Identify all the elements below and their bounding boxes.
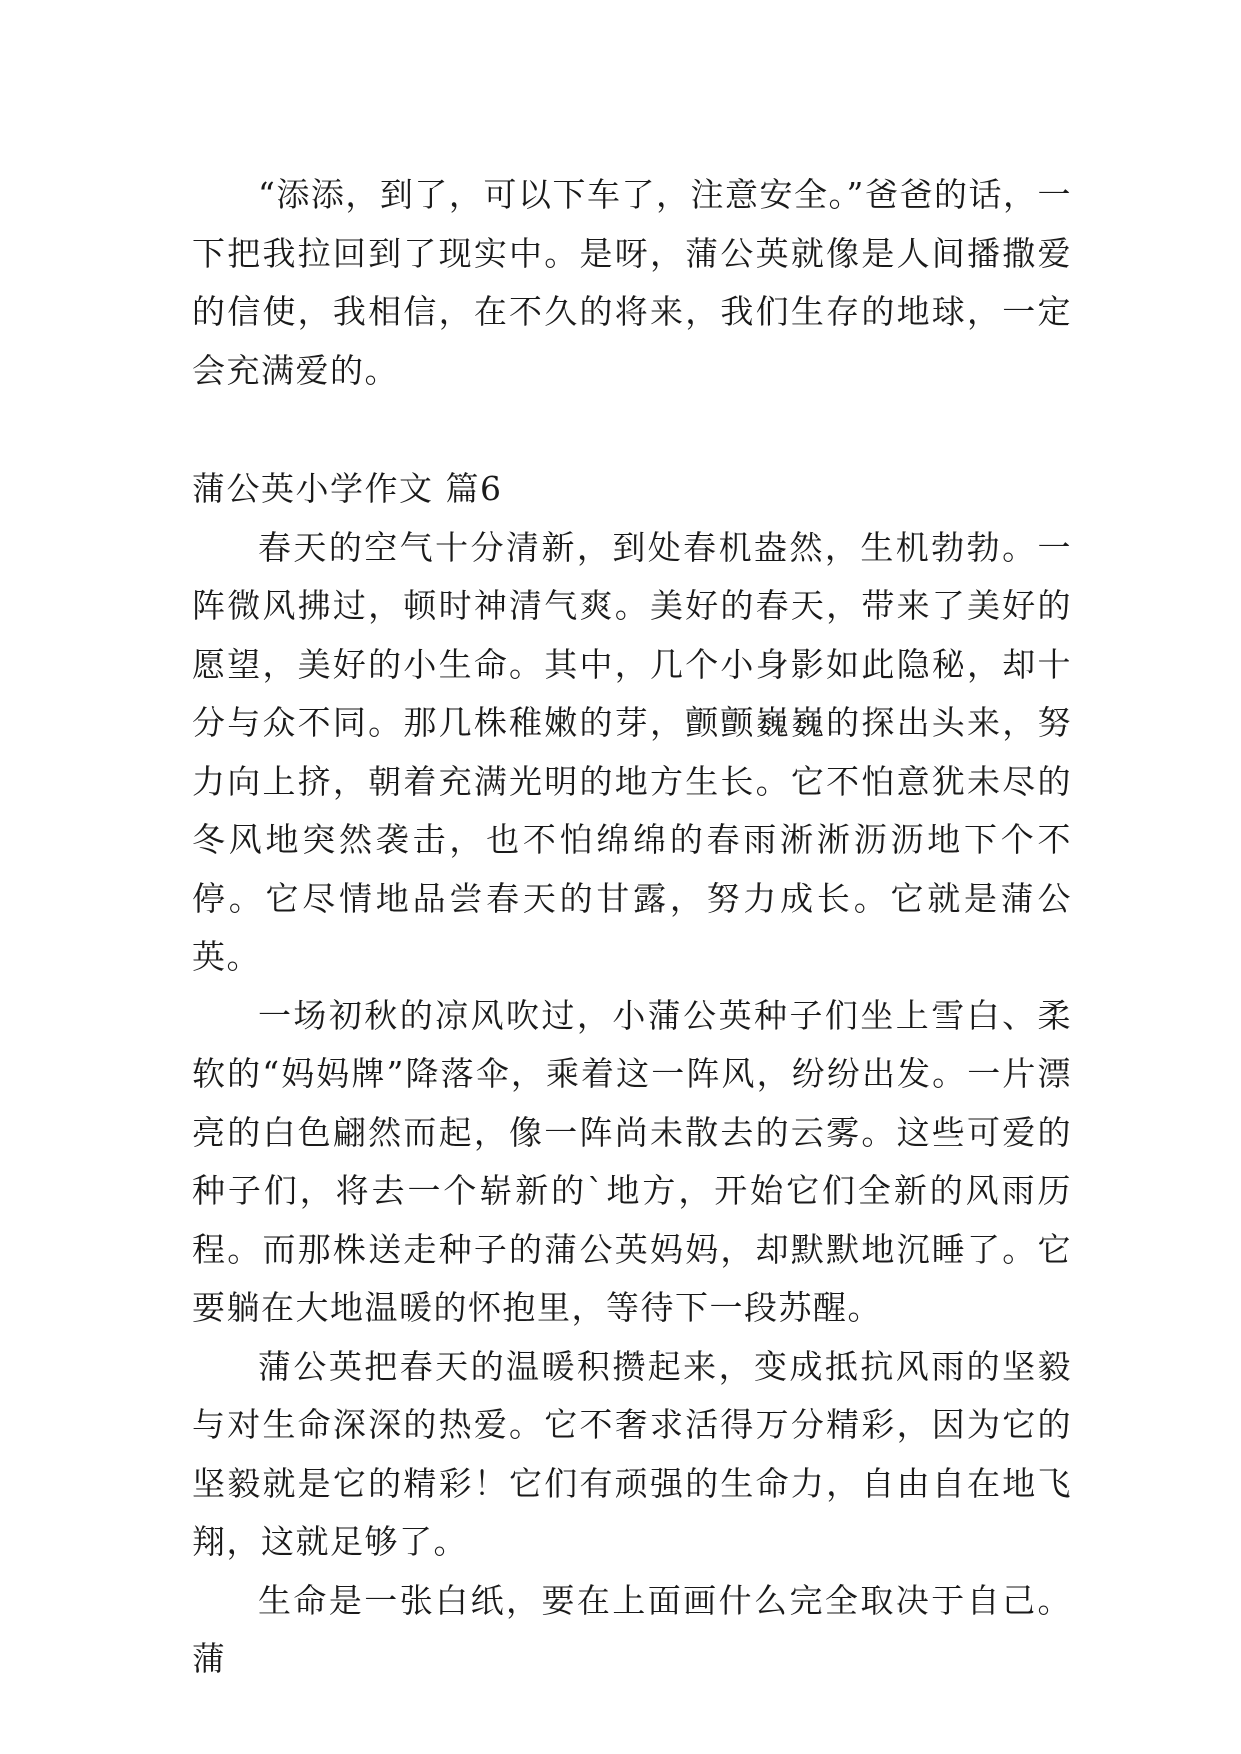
paragraph-warmth: 蒲公英把春天的温暖积攒起来，变成抵抗风雨的坚毅与对生命深深的热爱。它不奢求活得万分精彩，因为它的坚毅就是它的精彩！它们有顽强的生命力，自由自在地飞翔，这就足够了。 <box>192 1346 1072 1561</box>
paragraph-life: 生命是一张白纸，要在上面画什么完全取决于自己。蒲 <box>192 1580 1072 1678</box>
paragraph-ending: “添添，到了，可以下车了，注意安全。”爸爸的话，一下把我拉回到了现实中。是呀，蒲公英就像是人间播撒爱的信使，我相信，在不久的将来，我们生存的地球，一定会充满爱的。 <box>192 175 1072 390</box>
paragraph-spring: 春天的空气十分清新，到处春机盎然，生机勃勃。一阵微风拂过，顿时神清气爽。美好的春天，带来了美好的愿望，美好的小生命。其中，几个小身影如此隐秘，却十分与众不同。那几株稚嫩的芽，颤颤巍巍的探出头来，努力向上挤，朝着充满光明的地方生长。它不怕意犹未尽的冬风地突然袭击，也不怕绵绵的春雨淅淅沥沥地下个不停。它尽情地品尝春天的甘露，努力成长。它就是蒲公英。 <box>192 527 1072 976</box>
section-title: 蒲公英小学作文 篇6 <box>192 469 503 508</box>
document-body <box>192 166 1072 1689</box>
paragraph-autumn: 一场初秋的凉风吹过，小蒲公英种子们坐上雪白、柔软的“妈妈牌”降落伞，乘着这一阵风，纷纷出发。一片漂亮的白色翩然而起，像一阵尚未散去的云雾。这些可爱的种子们，将去一个崭新的`地方，开始它们全新的风雨历程。而那株送走种子的蒲公英妈妈，却默默地沉睡了。它要躺在大地温暖的怀抱里，等待下一段苏醒。 <box>192 995 1072 1327</box>
